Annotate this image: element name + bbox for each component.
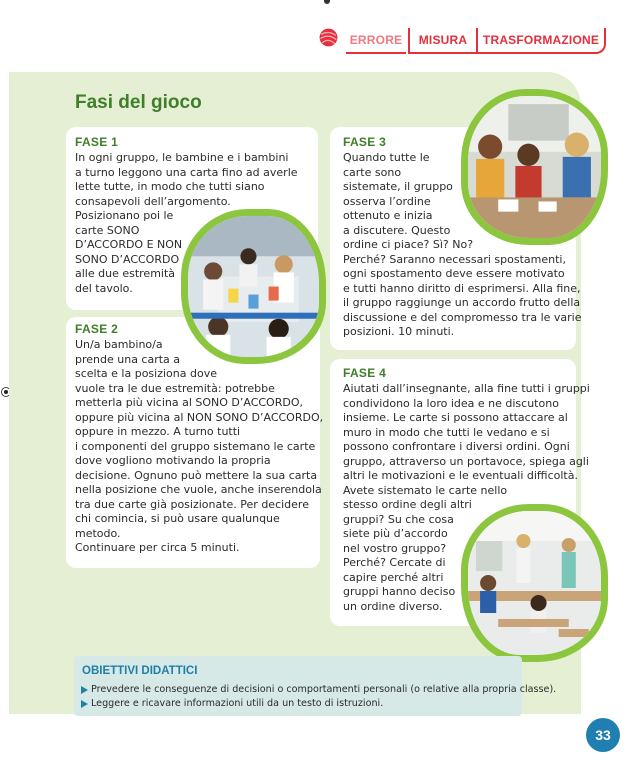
fase3-line: ottenuto e inizia: [343, 209, 433, 222]
registration-mark-top: [324, 0, 330, 4]
registration-dot-left: [4, 390, 8, 394]
fase1-line: del tavolo.: [75, 281, 133, 295]
tab-trasformazione[interactable]: TRASFORMAZIONE: [476, 28, 606, 54]
tab-errore[interactable]: ERRORE: [346, 28, 406, 54]
fase3-line: il gruppo raggiunge un accordo frutto della: [343, 296, 581, 309]
page-title: Fasi del gioco: [75, 92, 202, 113]
page-number: 33: [586, 718, 620, 752]
fase1-line: a turno leggono una carta fino ad averle: [75, 165, 298, 179]
fase3-line: Perché? Saranno necessari spostamenti,: [343, 252, 566, 266]
fase1-line: alle due estremità: [75, 267, 176, 280]
fase4-line: stesso ordine degli altri: [343, 498, 472, 511]
fase1-line: consapevoli dell’argomento.: [75, 194, 231, 208]
fase4-line: condividono la loro idea e ne discutono: [343, 396, 559, 410]
fase3-line: osserva l’ordine: [343, 194, 431, 208]
children-desk-photo: [461, 89, 608, 245]
fase4-line: gruppi hanno deciso: [343, 585, 456, 598]
fase4-line: un ordine diverso.: [343, 599, 443, 613]
fase1-line: In ogni gruppo, le bambine e i bambini: [75, 151, 289, 164]
fase2-line: oppure più vicina al NON SONO D’ACCORDO,: [75, 410, 324, 424]
fase2-line: tra due carte già posizionate. Per decidere: [75, 497, 309, 511]
fase3-line: a discutere. Questo: [343, 223, 451, 237]
fase1-line: lette tutte, in modo che tutti siano: [75, 180, 265, 193]
fase4-line: gruppi? Su che cosa: [343, 512, 454, 526]
fase2-line: nella posizione che vuole, anche inserendola: [75, 483, 322, 496]
fase2-line: Un/a bambino/a: [75, 338, 163, 351]
fase2-line: oppure in mezzo. A turno tutti: [75, 425, 241, 438]
fase1-line: carte SONO: [75, 223, 140, 237]
objective-item: Prevedere le conseguenze di decisioni o comportamenti personali (o relative alla propria classe).: [91, 684, 557, 695]
triangle-bullet-icon: [81, 700, 88, 708]
fase1-line: D’ACCORDO E NON: [75, 238, 183, 251]
fase3-line: posizioni. 10 minuti.: [343, 325, 455, 338]
class-discussion-photo: [461, 504, 608, 662]
fase2-line: chi comincia, si può usare qualunque: [75, 512, 280, 525]
fase4-line: muro in modo che tutti le vedano e si: [343, 425, 550, 439]
fase4-line: Perché? Cercate di: [343, 556, 446, 569]
fase2-line: decisione. Ognuno può mettere la sua carta: [75, 468, 318, 482]
topic-tabs: [318, 6, 603, 50]
fase2-line: Continuare per circa 5 minuti.: [75, 541, 240, 554]
yarn-ball-icon: [318, 27, 339, 48]
fase2-line: metodo.: [75, 526, 121, 540]
fase1-line: SONO D’ACCORDO: [75, 252, 180, 266]
fase2-line: dove vogliono motivando la propria: [75, 454, 271, 467]
tab-misura[interactable]: MISURA: [408, 28, 476, 54]
fase3-line: sistemate, il gruppo: [343, 180, 453, 193]
fase4-line: siete più d’accordo: [343, 527, 448, 540]
fase4-line: possono confrontare i diversi ordini. Ogni: [343, 440, 570, 453]
fase2-line: metterla più vicina al SONO D’ACCORDO,: [75, 396, 303, 409]
fase4-line: Avete sistemato le carte nello: [343, 483, 508, 497]
fase2-line: i componenti del gruppo sistemano le carte: [75, 439, 316, 453]
fase3-line: Quando tutte le: [343, 151, 430, 164]
fase4-title: FASE 4: [343, 366, 387, 380]
fase3-line: ordine ci piace? Sì? No?: [343, 238, 474, 251]
objective-item: Leggere e ricavare informazioni utili da un testo di istruzioni.: [91, 698, 384, 709]
triangle-bullet-icon: [81, 686, 88, 694]
fase4-line: Aiutati dall’insegnante, alla fine tutti i gruppi: [343, 382, 590, 395]
fase3-title: FASE 3: [343, 135, 387, 149]
fase3-line: discussione e del compromesso tra le varie: [343, 310, 582, 324]
fase4-line: capire perché altri: [343, 570, 444, 584]
fase4-line: gruppo, attraverso un portavoce, spiega agli: [343, 454, 589, 468]
fase4-line: insieme. Le carte si possono attaccare al: [343, 411, 568, 424]
classroom-group-photo: [181, 209, 326, 364]
fase4-line: nel vostro gruppo?: [343, 541, 447, 555]
fase4-line: altri le motivazioni e le eventuali difficoltà.: [343, 469, 578, 482]
fase2-title: FASE 2: [75, 322, 119, 336]
fase3-line: e tutti hanno diritto di esprimersi. Alla fine,: [343, 281, 581, 295]
objectives-title: OBIETTIVI DIDATTICI: [82, 665, 198, 677]
fase1-line: Posizionano poi le: [75, 209, 174, 222]
fase3-line: carte sono: [343, 165, 402, 179]
fase2-line: vuole tra le due estremità: potrebbe: [75, 381, 275, 395]
fase1-title: FASE 1: [75, 135, 119, 149]
fase3-line: ogni spostamento deve essere motivato: [343, 267, 565, 280]
fase2-line: prende una carta a: [75, 352, 181, 366]
fase2-line: scelta e la posiziona dove: [75, 367, 217, 380]
